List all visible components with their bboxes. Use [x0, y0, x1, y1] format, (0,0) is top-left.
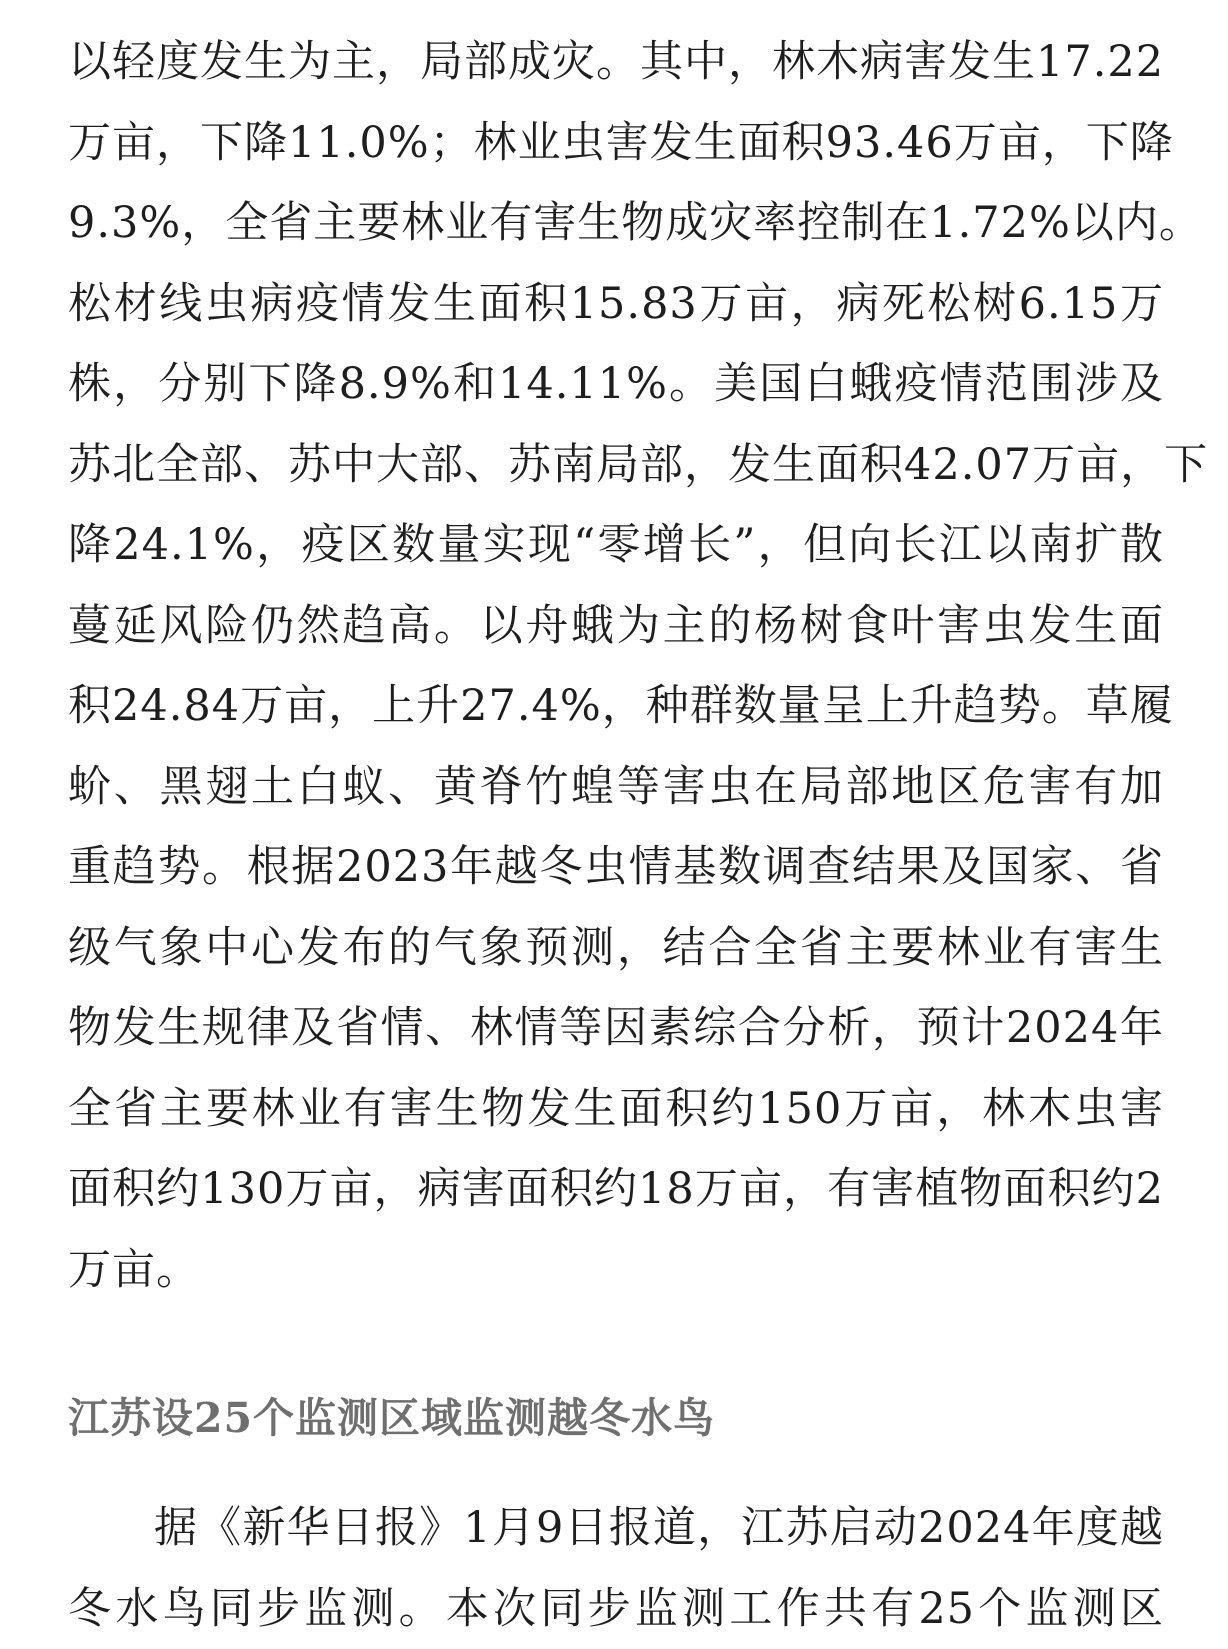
text-line: 重趋势。根据2023年越冬虫情基数调查结果及国家、省	[68, 827, 1164, 908]
text-line: 松材线虫病疫情发生面积15.83万亩，病死松树6.15万	[68, 264, 1164, 345]
text-line: 物发生规律及省情、林情等因素综合分析，预计2024年	[68, 988, 1164, 1069]
text-line: 蚧、黑翅土白蚁、黄脊竹蝗等害虫在局部地区危害有加	[68, 747, 1164, 828]
text-line-indented: 据《新华日报》1月9日报道，江苏启动2024年度越	[68, 1488, 1164, 1569]
text-line: 级气象中心发布的气象预测，结合全省主要林业有害生	[68, 908, 1164, 989]
text-line: 蔓延风险仍然趋高。以舟蛾为主的杨树食叶害虫发生面	[68, 586, 1164, 667]
text-line: 万亩，下降11.0%；林业虫害发生面积93.46万亩，下降	[68, 103, 1164, 184]
article-body-pest-report	[68, 22, 1164, 1310]
text-line: 面积约130万亩，病害面积约18万亩，有害植物面积约2	[68, 1149, 1164, 1230]
text-line: 以轻度发生为主，局部成灾。其中，林木病害发生17.22	[68, 22, 1164, 103]
text-line: 积24.84万亩，上升27.4%，种群数量呈上升趋势。草履	[68, 666, 1164, 747]
text-line: 降24.1%，疫区数量实现“零增长”，但向长江以南扩散	[68, 505, 1164, 586]
text-line: 苏北全部、苏中大部、苏南局部，发生面积42.07万亩，下	[68, 425, 1164, 506]
text-line: 9.3%，全省主要林业有害生物成灾率控制在1.72%以内。	[68, 183, 1164, 264]
text-line: 全省主要林业有害生物发生面积约150万亩，林木虫害	[68, 1069, 1164, 1150]
text-line-last: 万亩。	[68, 1230, 1164, 1311]
text-line: 冬水鸟同步监测。本次同步监测工作共有25个监测区	[68, 1569, 1164, 1649]
text-line: 株，分别下降8.9%和14.11%。美国白蛾疫情范围涉及	[68, 344, 1164, 425]
article-body-waterbird-monitoring	[68, 1488, 1164, 1649]
section-heading: 江苏设25个监测区域监测越冬水鸟	[68, 1388, 715, 1448]
